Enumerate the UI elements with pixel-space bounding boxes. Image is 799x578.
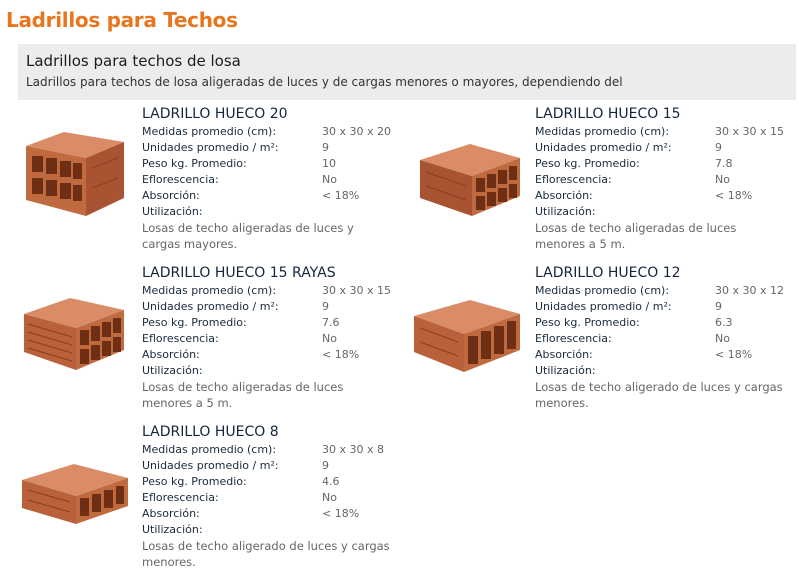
spec-row xyxy=(535,347,795,363)
spec-row xyxy=(142,458,402,474)
brick-hueco-20-icon xyxy=(20,128,128,220)
product-ladrillo-hueco-20 xyxy=(142,105,402,252)
spec-row xyxy=(142,490,402,506)
spec-value: < 18% xyxy=(715,189,753,202)
spec-value: No xyxy=(322,491,337,504)
product-ladrillo-hueco-12 xyxy=(535,264,795,411)
utilization-label: Utilización: xyxy=(142,364,203,377)
product-ladrillo-hueco-8 xyxy=(142,423,402,570)
spec-row xyxy=(535,299,795,315)
spec-label: Absorción: xyxy=(535,348,593,361)
spec-label: Peso kg. Promedio: xyxy=(535,316,640,329)
brick-hueco-12-icon xyxy=(410,296,522,376)
spec-label: Eflorescencia: xyxy=(535,173,612,186)
spec-label: Absorción: xyxy=(142,507,200,520)
spec-label: Absorción: xyxy=(142,348,200,361)
spec-row xyxy=(535,188,795,204)
utilization-label: Utilización: xyxy=(142,205,203,218)
spec-label: Eflorescencia: xyxy=(535,332,612,345)
spec-row xyxy=(535,283,795,299)
spec-value: < 18% xyxy=(715,348,753,361)
utilization-label: Utilización: xyxy=(535,205,596,218)
spec-value: No xyxy=(715,173,730,186)
spec-value: 30 x 30 x 8 xyxy=(322,443,384,456)
spec-value: No xyxy=(322,173,337,186)
spec-row xyxy=(142,188,402,204)
spec-row xyxy=(535,140,795,156)
spec-value: No xyxy=(715,332,730,345)
spec-value: < 18% xyxy=(322,348,360,361)
spec-row xyxy=(535,156,795,172)
utilization-label: Utilización: xyxy=(142,523,203,536)
product-ladrillo-hueco-15-rayas xyxy=(142,264,402,411)
spec-label: Unidades promedio / m²: xyxy=(142,141,279,154)
brick-hueco-8-icon xyxy=(18,460,130,530)
utilization-text: Losas de techo aligeradas de luces menores a 5 m. xyxy=(142,380,344,410)
spec-value: 9 xyxy=(715,300,722,313)
spec-value: 30 x 30 x 15 xyxy=(322,284,391,297)
spec-value: < 18% xyxy=(322,189,360,202)
spec-value: 30 x 30 x 20 xyxy=(322,125,391,138)
product-name: LADRILLO HUECO 8 xyxy=(142,424,279,440)
spec-value: No xyxy=(322,332,337,345)
spec-label: Unidades promedio / m²: xyxy=(535,300,672,313)
brick-hueco-15-icon xyxy=(416,136,524,220)
spec-row xyxy=(142,474,402,490)
spec-label: Unidades promedio / m²: xyxy=(142,300,279,313)
spec-label: Medidas promedio (cm): xyxy=(142,125,277,138)
spec-row xyxy=(142,172,402,188)
spec-row xyxy=(142,315,402,331)
spec-row xyxy=(142,140,402,156)
utilization-text: Losas de techo aligerado de luces y cargas menores. xyxy=(535,380,783,410)
spec-row xyxy=(142,347,402,363)
spec-label: Eflorescencia: xyxy=(142,491,219,504)
spec-row xyxy=(535,331,795,347)
product-name: LADRILLO HUECO 12 xyxy=(535,265,681,281)
spec-label: Medidas promedio (cm): xyxy=(142,284,277,297)
product-name: LADRILLO HUECO 15 RAYAS xyxy=(142,265,336,281)
spec-value: 9 xyxy=(715,141,722,154)
spec-row xyxy=(142,283,402,299)
spec-row xyxy=(535,124,795,140)
spec-label: Eflorescencia: xyxy=(142,173,219,186)
spec-value: < 18% xyxy=(322,507,360,520)
section-title: Ladrillos para techos de losa xyxy=(26,52,241,70)
spec-value: 9 xyxy=(322,141,329,154)
spec-label: Medidas promedio (cm): xyxy=(535,125,670,138)
product-name: LADRILLO HUECO 15 xyxy=(535,106,681,122)
spec-row xyxy=(535,172,795,188)
spec-label: Peso kg. Promedio: xyxy=(142,157,247,170)
section-header xyxy=(18,44,796,100)
spec-value: 7.8 xyxy=(715,157,733,170)
utilization-text: Losas de techo aligeradas de luces y cargas mayores. xyxy=(142,221,354,251)
spec-row xyxy=(535,315,795,331)
utilization-text: Losas de techo aligeradas de luces menores a 5 m. xyxy=(535,221,737,251)
utilization-text: Losas de techo aligerado de luces y cargas menores. xyxy=(142,539,390,569)
spec-label: Medidas promedio (cm): xyxy=(535,284,670,297)
spec-label: Unidades promedio / m²: xyxy=(535,141,672,154)
spec-row xyxy=(142,156,402,172)
spec-value: 7.6 xyxy=(322,316,340,329)
spec-value: 30 x 30 x 12 xyxy=(715,284,784,297)
spec-label: Eflorescencia: xyxy=(142,332,219,345)
utilization-label: Utilización: xyxy=(535,364,596,377)
spec-label: Unidades promedio / m²: xyxy=(142,459,279,472)
spec-label: Absorción: xyxy=(535,189,593,202)
spec-value: 4.6 xyxy=(322,475,340,488)
spec-value: 9 xyxy=(322,459,329,472)
product-ladrillo-hueco-15 xyxy=(535,105,795,252)
spec-value: 9 xyxy=(322,300,329,313)
spec-row xyxy=(142,299,402,315)
spec-value: 30 x 30 x 15 xyxy=(715,125,784,138)
spec-label: Peso kg. Promedio: xyxy=(142,316,247,329)
product-name: LADRILLO HUECO 20 xyxy=(142,106,288,122)
brick-hueco-15-rayas-icon xyxy=(20,290,128,374)
spec-row xyxy=(142,331,402,347)
spec-row xyxy=(142,124,402,140)
spec-label: Medidas promedio (cm): xyxy=(142,443,277,456)
section-description: Ladrillos para techos de losa aligeradas de luces y de cargas menores o mayores, dependiendo del xyxy=(26,75,623,89)
spec-row xyxy=(142,506,402,522)
spec-label: Peso kg. Promedio: xyxy=(535,157,640,170)
spec-label: Peso kg. Promedio: xyxy=(142,475,247,488)
spec-label: Absorción: xyxy=(142,189,200,202)
page-title: Ladrillos para Techos xyxy=(6,8,238,32)
spec-value: 10 xyxy=(322,157,336,170)
spec-row xyxy=(142,442,402,458)
spec-value: 6.3 xyxy=(715,316,733,329)
